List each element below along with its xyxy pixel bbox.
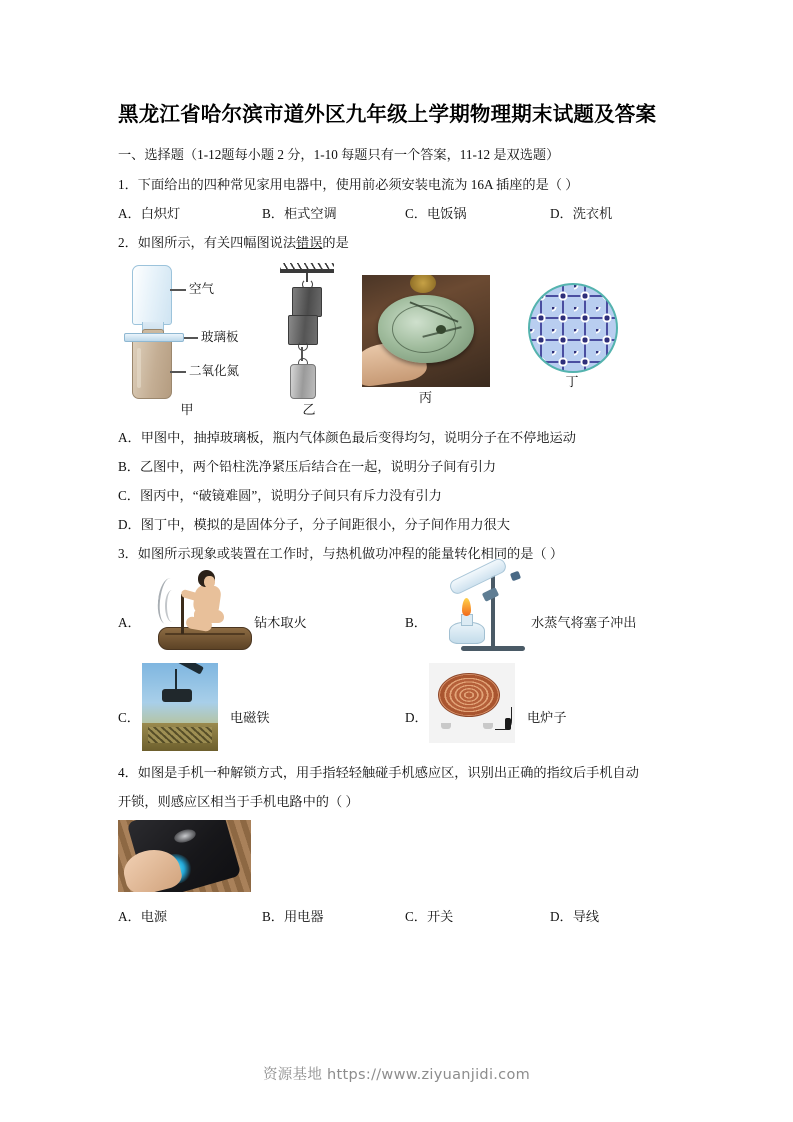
- question-2-stem: [118, 228, 678, 257]
- broken-bronze-mirror-photo: [362, 275, 490, 387]
- man-face: [204, 576, 215, 588]
- figure-jia: [122, 263, 252, 419]
- electric-stove-photo: [429, 663, 515, 743]
- question-4-option-d[interactable]: D．导线: [550, 909, 600, 924]
- man-leg-front: [194, 610, 224, 623]
- smoke-wisp-two: [165, 590, 179, 622]
- question-3-stem: 3．如图所示现象或装置在工作时，与热机做功冲程的能量转化相同的是（ ）: [118, 546, 564, 561]
- question-2-figure-row: [118, 263, 678, 423]
- question-2-stem-underlined: 错误: [296, 235, 323, 250]
- hook-icon-lower: [298, 341, 308, 351]
- upper-bottle-air: [132, 265, 172, 325]
- steam-cork-apparatus-illustration: [431, 568, 527, 656]
- solid-molecule-lattice-illustration: [528, 283, 616, 371]
- gas-diffusion-bottles-illustration: [122, 263, 252, 399]
- question-4-options: [118, 902, 678, 931]
- molecular-lattice-circle: [528, 283, 618, 373]
- stand-base: [461, 646, 525, 651]
- stove-heating-coil: [438, 673, 500, 717]
- power-plug: [505, 718, 511, 730]
- question-3-option-a-letter: A．: [118, 615, 141, 630]
- electromagnet-crane-photo: [142, 663, 218, 751]
- label-air: 空气: [170, 279, 214, 297]
- question-4-figure: [118, 820, 678, 896]
- lead-cylinder-upper: [292, 287, 322, 317]
- question-1-option-a[interactable]: A．白炽灯: [118, 206, 181, 221]
- figure-caption-ding: 丁: [565, 374, 579, 389]
- background-light-blur: [410, 275, 436, 293]
- question-4-stem-line-1: 4．如图是手机一种解锁方式，用手指轻轻触碰手机感应区，识别出正确的指纹后手机自动: [118, 765, 639, 780]
- lead-cylinders-illustration: [266, 263, 352, 399]
- figure-yi: [266, 263, 352, 419]
- question-1-stem: 1．下面给出的四种常见家用电器中，使用前必须安装电流为 16A 插座的是（ ）: [118, 177, 579, 192]
- figure-ding: [508, 263, 636, 391]
- section-heading: 一、选择题（1-12题每小题 2 分，1-10 每题只有一个答案，11-12 是双选题）: [118, 147, 560, 162]
- stand-pole: [491, 568, 495, 648]
- question-2-stem-after: 的是: [322, 235, 349, 250]
- stove-foot-right: [483, 723, 493, 729]
- question-4-option-a[interactable]: A．电源: [118, 909, 168, 924]
- flame-icon: [462, 598, 471, 616]
- label-glass-plate: 玻璃板: [182, 327, 239, 345]
- question-3-option-a-label: 钻木取火: [254, 615, 307, 630]
- electromagnet-disc: [162, 689, 192, 702]
- question-4-option-b[interactable]: B．用电器: [262, 909, 324, 924]
- footer-watermark: 资源基地 https://www.ziyuanjidi.com: [262, 1067, 531, 1083]
- question-3-option-d-label: 电炉子: [527, 710, 567, 725]
- question-2-stem-before: 2．如图所示，有关四幅图说法: [118, 235, 297, 250]
- figure-caption-bing: 丙: [418, 390, 432, 405]
- question-3-option-d-letter: D．: [405, 710, 428, 725]
- stove-foot-left: [441, 723, 451, 729]
- question-2-option-c[interactable]: C．图丙中，“破镜难圆”，说明分子间只有斥力没有引力: [118, 488, 442, 503]
- document-content: [118, 96, 678, 931]
- figure-bing: [358, 263, 493, 407]
- question-3-option-c-label: 电磁铁: [230, 710, 270, 725]
- question-3-option-b-letter: B．: [405, 615, 427, 630]
- question-3-option-b-label: 水蒸气将塞子冲出: [531, 615, 637, 630]
- question-1-option-c[interactable]: C．电饭锅: [405, 206, 467, 221]
- question-4-stem-line-2: 开锁，则感应区相当于手机电路中的（ ）: [118, 794, 359, 809]
- lower-bottle-no2: [132, 339, 172, 399]
- fire-drilling-illustration: [154, 568, 250, 656]
- question-4-option-c[interactable]: C．开关: [405, 909, 454, 924]
- question-2-option-b[interactable]: B．乙图中，两个铅柱洗净紧压后结合在一起，说明分子间有引力: [118, 459, 497, 474]
- question-2-option-d[interactable]: D．图丁中，模拟的是固体分子，分子间距很小，分子间作用力很大: [118, 517, 510, 532]
- figure-caption-yi: 乙: [302, 402, 316, 417]
- label-nitrogen-dioxide: 二氧化氮: [170, 361, 239, 379]
- drill-stick: [181, 594, 184, 634]
- glass-plate-shape: [124, 333, 184, 342]
- mirror-knob: [436, 325, 446, 334]
- question-3-option-c-letter: C．: [118, 710, 140, 725]
- hanging-weight: [290, 364, 316, 399]
- fingerprint-unlock-photo: [118, 820, 251, 892]
- mirror-crack-one: [409, 301, 458, 322]
- question-3-options-row-1: [118, 568, 678, 663]
- flying-cork: [510, 571, 521, 582]
- page-title: 黑龙江省哈尔滨市道外区九年级上学期物理期末试题及答案: [118, 103, 657, 126]
- figure-caption-jia: 甲: [180, 402, 194, 417]
- question-1-options: [118, 199, 678, 228]
- scrap-metal-pile: [142, 723, 218, 751]
- bronze-mirror: [378, 295, 474, 363]
- question-1-option-d[interactable]: D．洗衣机: [550, 206, 613, 221]
- question-3-options-row-2: [118, 663, 678, 758]
- question-1-option-b[interactable]: B．柜式空调: [262, 206, 337, 221]
- crane-cable: [175, 669, 177, 691]
- question-2-option-a[interactable]: A．甲图中，抽掉玻璃板，瓶内气体颜色最后变得均匀，说明分子在不停地运动: [118, 430, 576, 445]
